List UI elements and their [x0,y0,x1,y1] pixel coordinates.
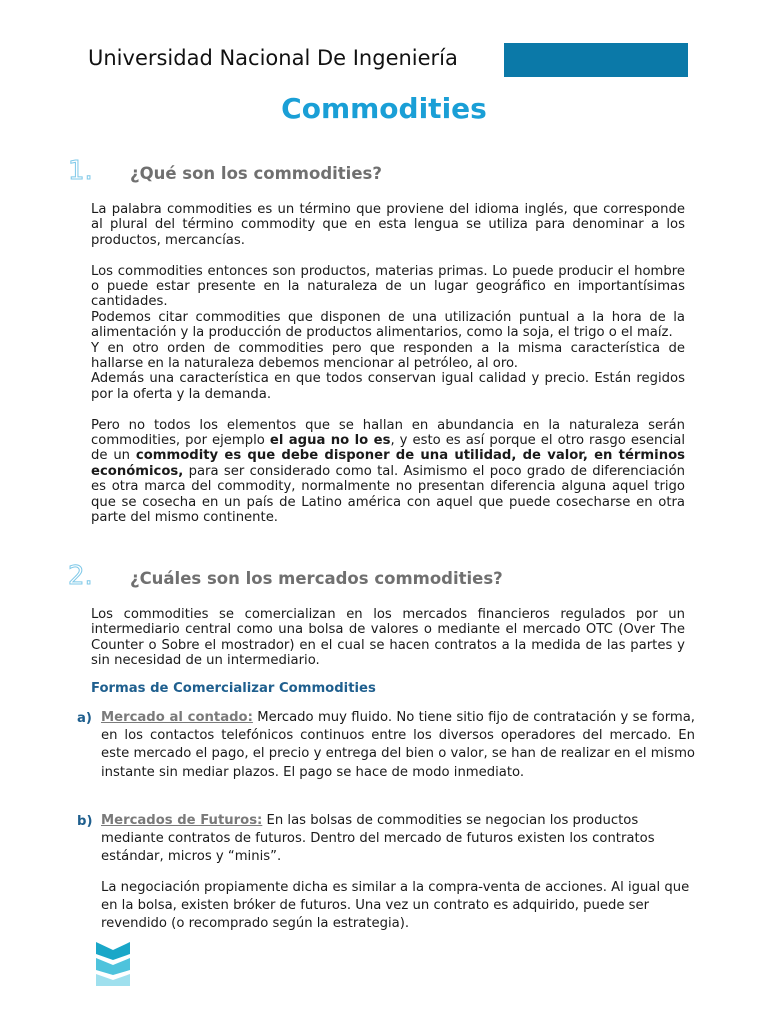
section-1-body [91,202,685,526]
section-heading-1: ¿Qué son los commodities? [130,164,382,183]
list-item: Mercado al contado: Mercado muy fluido. No tiene sitio fijo de contratación y se forma, en los contactos telefónicos continuos entre los diversos operadores del mercado. En este mercado el pago, el precio y entrega del bien o valor, se han de realizar en el mismo instante sin mediar plazos. El pago se hace de modo inmediato. [101,710,695,780]
section-2-body [91,607,685,669]
section-heading-2: ¿Cuáles son los mercados commodities? [130,569,503,588]
term-link[interactable]: Mercados de Futuros: [101,813,263,828]
university-name: Universidad Nacional De Ingeniería [88,46,458,70]
list-item: Mercados de Futuros: En las bolsas de commodities se negocian los productos mediante contratos de futuros. Dentro del mercado de futuros existen los contratos estándar, micros y “minis”. La negociación propiamente dicha es similar a la compra-venta de acciones. Al igual que en la bolsa, existen bróker de futuros. Una vez un contrato es adquirido, puede ser revendido (o recomprado según la estrategia). [101,813,690,932]
header-accent-bar [504,43,688,77]
term-link[interactable]: Mercado al contado: [101,710,253,725]
section-number-2: 2. [68,561,93,591]
list-label-b: b) [77,814,93,829]
section-number-1: 1. [68,156,93,186]
logo-icon [96,942,130,988]
paragraph: La palabra commodities es un término que proviene del idioma inglés, que corresponde al plural del término commodity que en esta lengua se utiliza para denominar a los productos, mercancías. [91,202,685,248]
paragraph: Además una característica en que todos conservan igual calidad y precio. Están regidos por la oferta y la demanda. [91,371,685,402]
paragraph: Y en otro orden de commodities pero que responden a la misma característica de hallarse en la naturaleza debemos mencionar al petróleo, al oro. [91,340,685,372]
subheading: Formas de Comercializar Commodities [91,681,376,696]
paragraph: Podemos citar commodities que disponen de una utilización puntual a la hora de la alimentación y la producción de productos alimentarios, como la soja, el trigo o el maíz. [91,309,685,341]
paragraph: Pero no todos los elementos que se hallan en abundancia en la naturaleza serán commodities, por ejemplo el agua no lo es, y esto es así porque el otro rasgo esencial de un commodity es que debe disponer de una utilidad, de valor, en términos económicos, para ser considerado como tal. Asimismo el poco grado de diferenciación es otra marca del commodity, normalmente no presentan diferencia alguna aquel trigo que se cosecha en un país de Latino américa con aquel que puede cosecharse en otra parte del mismo continente. [91,417,685,526]
paragraph: Los commodities se comercializan en los mercados financieros regulados por un intermediario central como una bolsa de valores o mediante el mercado OTC (Over The Counter o Sobre el mostrador) en el cual se hacen contratos a la medida de las partes y sin necesidad de un intermediario. [91,607,685,669]
list-label-a: a) [77,711,92,726]
paragraph: Los commodities entonces son productos, materias primas. Lo puede producir el hombre o puede estar presente en la naturaleza de un lugar geográfico en importantísimas cantidades. [91,263,685,310]
page-title: Commodities [281,92,487,125]
